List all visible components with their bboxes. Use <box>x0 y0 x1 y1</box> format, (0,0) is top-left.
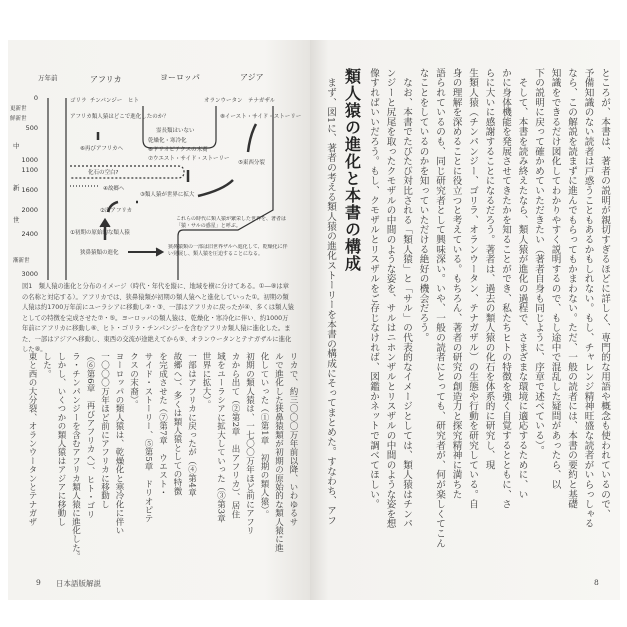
tick: 3000 <box>21 270 38 278</box>
text-column: ルで進化した狭鼻猿類が初期の原始的な類人猿に進 <box>273 352 284 553</box>
text-column: 世界に拡大）。 <box>201 352 211 409</box>
text-column: した。 <box>41 352 52 379</box>
text-column: 予備知識のない読者は戸惑うこともあるかもしれない。もし、チャレンジ精神旺盛な読者がいらっしゃる <box>582 68 594 529</box>
text-column: ラ・チンパンジーを含むアフリカ類人猿に進化した。 <box>70 352 81 561</box>
text-column: 像すればいいだろう。もし、クモザルとリスザルをご存じなければ、図鑑かネットで調べてほしい。 <box>368 68 379 509</box>
text-column: を完成させた（⑦第7章 ウエスト・ <box>157 352 168 497</box>
text-column: 一〇〇〇万年ほど前にアフリカに移動し <box>99 352 110 509</box>
text-column: なことをしているのかを知っていただける絶好の機会だろう。 <box>417 68 429 343</box>
label-catarrhine-note: 狭鼻猿類の一部は旧世界ザルへ進化して、乾燥化に伴い発展し、類人猿を圧迫することになる。 <box>168 244 288 257</box>
right-body-text <box>322 68 613 548</box>
text-column: しかし、いくつかの類人猿はアジアに移動し <box>56 352 66 526</box>
text-column: 東と西の大分裂、オランウータンとテナガザ <box>27 352 37 526</box>
label-east-west: ⑤東西分裂 <box>238 160 265 166</box>
text-column: なお、本書でたびたび対比される「類人猿」と「サル」の代表的なイメージとしては、類人猿はチンパ <box>401 68 412 529</box>
page-number-left: 9 <box>36 578 41 587</box>
label-fossil-gap: 化石の空白? <box>88 170 119 176</box>
label-no-apes: 霊長類はいない <box>156 128 195 134</box>
tick: 1000 <box>21 156 38 164</box>
text-column: クスの末裔）。 <box>128 352 139 409</box>
label-east-side: ⑧イースト・サイド・ストーリー <box>220 114 302 120</box>
region-asia: アジア <box>240 73 264 82</box>
right-page <box>310 40 620 600</box>
text-column: ンジーと尻尾を取ったクモザルの中間のような姿を、サルはニホンザルとリスザルの中間のような姿を想 <box>384 68 396 529</box>
species: チンパンジー <box>90 98 123 104</box>
species: テナガザル <box>248 98 276 104</box>
evolution-diagram <box>8 40 310 282</box>
text-column: かに身体機能を発展させてきたかを知ることができ、私たちヒトの特徴を強く自覚するとともに、さ <box>500 68 511 509</box>
section-heading: 類人猿の進化と本書の構成 <box>342 68 362 272</box>
epoch: 世 <box>13 216 20 224</box>
epoch: 新 <box>13 184 20 192</box>
label-home: ④故郷へ <box>103 186 125 192</box>
axis-unit: 万年前 <box>38 74 58 82</box>
text-column: 故郷へ）、多くは類人猿としての特徴 <box>172 352 182 496</box>
text-column: 身の理解を深めることに役立つと考えている。もちろん、著者の研究の創造力と探究精神に満ちた <box>450 68 462 500</box>
label-note-world: これらの時代に類人猿が繁栄した世界を、著者は「猿・サルの惑星」と呼ぶ。 <box>176 216 287 229</box>
text-column: カから出て（②第2章 出アフリカ）、居住 <box>230 352 240 519</box>
epoch: 鮮新世 <box>10 116 27 122</box>
text-column: 初期の類人猿は、一七〇〇万年ほど前にアフリ <box>244 352 255 535</box>
epoch: 中 <box>13 142 20 150</box>
text-column: ところが、本書は、著者の説明が親切すぎるほどに詳しく、専門的な用語や概念も使われているので、 <box>599 68 610 519</box>
tick: 1100 <box>21 166 38 174</box>
label-out-africa: ②出アフリカ <box>100 208 133 214</box>
tick: 2000 <box>21 206 38 214</box>
text-column: ヨーロッパの類人猿は、乾燥化と寒冷化に伴い <box>114 352 124 535</box>
text-column: （⑥第6章 再びアフリカへ）、ヒト・ゴリ <box>85 352 95 519</box>
tick: 1600 <box>21 186 38 194</box>
page-number-right: 8 <box>594 578 599 587</box>
text-column: 一部はアフリカに戻ったが（④第4章 <box>186 352 197 497</box>
label-question: アフリカ類人猿はどこで進化したのか？ <box>70 114 169 120</box>
label-dryo: ⑥ドリオピテクスの末裔 <box>148 147 208 153</box>
text-column: そして、本書を読み終えたなら、類人猿が進化の過程で、さまざまな環境に適応するために、い <box>516 68 528 500</box>
label-dry-cold: 乾燥化・寒冷化 <box>148 138 187 144</box>
species: ヒト <box>128 98 140 104</box>
region-africa: アフリカ <box>90 75 122 84</box>
tick: 2400 <box>21 230 38 238</box>
text-column: 化していった（①第1章 初期の類人猿）。 <box>259 352 269 519</box>
left-body-text <box>25 352 301 561</box>
text-column: サイド・ストーリー、⑤第5章 ドリオピテ <box>143 352 153 523</box>
text-column: らに大いに感謝することになるだろう。著者は、過去の類人猿の化石を体系的に研究し、現 <box>483 68 495 470</box>
figure-caption: 図1 類人猿の進化と分布のイメージ（時代・年代を縦に、地域を横に分けてある。①―⑧は章の名称と対応する）。アフリカでは、狭鼻猿類が初期の類人猿へと進化していった①。初期の類人猿は約1700万年前にユーラシアに移動し②・③、一部はアフリカに戻ったが④、多くは類人猿としての特徴を完成させた⑦・⑤。ヨーロッパの類人猿は、乾燥化・寒冷化に伴い、約1000万年前にアフリカに移動し⑥、ヒト・ゴリラ・チンパンジーを含むアフリカ類人猿に進化した。また、一部はアジアへ移動し、東西の交流が途絶えてから⑤、オランウータンとテナガザルに進化した⑧。 <box>22 283 294 353</box>
epoch: 漸新世 <box>13 258 30 264</box>
running-title: 日本語版解説 <box>56 579 101 588</box>
text-column: リカで、約三〇〇〇万年前以降、いわゆるサ <box>288 352 298 526</box>
region-europe: ヨーロッパ <box>160 73 200 82</box>
text-column: 域をユーラシアに拡大していった（③第3章 <box>215 352 226 523</box>
species: ゴリラ <box>70 98 87 104</box>
species: オランウータン <box>204 98 243 104</box>
text-column: 知識をできるだけ図化してわかりやすく説明するので、もし途中で混乱した疑問があったら、以 <box>549 68 561 490</box>
label-west-side: ⑦ウエスト・サイド・ストーリー <box>148 156 230 162</box>
text-column: 語られているのも、同じ研究者として興味深い。いや、一般の読者にとっても、研究者が、何が楽しくてこん <box>434 68 445 549</box>
text-column: なら、この解説を読まずに進んでもらってもかまわない。ただ、一般の読者には、本書の要約と基礎 <box>566 68 577 509</box>
tick: 500 <box>25 124 38 132</box>
label-early: ①初期の原始的な類人猿 <box>70 230 130 236</box>
text-column: 下の説明に戻って確かめていただきたい（著者自身も同じように、序章で述べている）。 <box>533 68 544 456</box>
epoch: 更新世 <box>10 106 27 112</box>
label-catarrhine: 狭鼻猿類の進化 <box>80 250 119 256</box>
left-page <box>8 40 310 600</box>
text-column: まず、図1に、著者の考える類人猿の進化ストーリーを本書の構成にそってまとめた。すなわち、アフ <box>325 68 336 526</box>
label-spread: ③類人猿が世界に拡大 <box>140 192 195 198</box>
text-column: 生類人猿（チンパンジー、ゴリラ、オランウータン、テナガザル）の生態や行動を研究している。自 <box>467 68 478 509</box>
tick: 0 <box>33 94 38 102</box>
label-back-africa: ⑥再びアフリカへ <box>80 146 124 152</box>
